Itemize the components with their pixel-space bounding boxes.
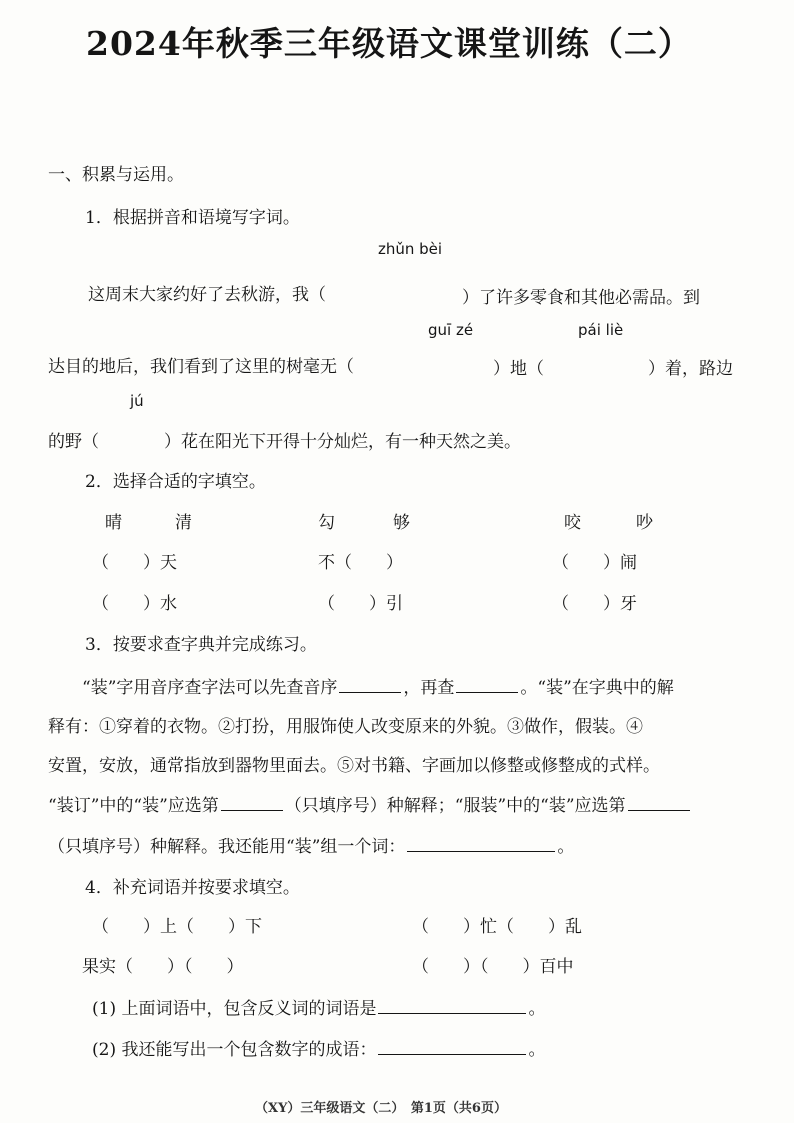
answer-blank[interactable] [456,676,518,693]
question-1-prompt: 1．根据拼音和语境写字词。 [85,208,300,228]
fill-blank-item[interactable]: （ ）水 [92,594,177,614]
pinyin-4: jú [130,392,144,410]
question-4-prompt: 4．补充词语并按要求填空。 [85,878,300,898]
answer-blank[interactable] [221,794,283,811]
pinyin-3: pái liè [578,321,624,339]
q1-line2: 达目的地后，我们看到了这里的树毫无（ [48,357,354,377]
q1-line3: 的野（ [48,432,99,452]
idiom-blank[interactable]: （ ）（ ）百中 [412,957,574,977]
answer-blank[interactable] [378,1038,526,1055]
page-footer: （XY）三年级语文（二） 第1页（共6页） [255,1101,507,1116]
q1-line1: 这周末大家约好了去秋游，我（ [88,285,326,305]
char-choice: 晴 [105,513,122,533]
fill-blank-item[interactable]: （ ）引 [318,594,403,614]
q1-line3-end: ）花在阳光下开得十分灿烂，有一种天然之美。 [164,432,521,452]
q3-line2: 释有：①穿着的衣物。②打扮，用服饰使人改变原来的外貌。③做作，假装。④ [48,717,643,737]
fill-blank-item[interactable]: （ ）牙 [552,594,637,614]
q1-line1-end: ）了许多零食和其他必需品。到 [462,288,700,308]
idiom-blank[interactable]: 果实（ ）（ ） [82,957,244,977]
q3-line4: “装订”中的“装”应选第 （只填序号）种解释；“服装”中的“装”应选第 [48,791,692,816]
char-choice: 够 [393,513,410,533]
idiom-blank[interactable]: （ ）上（ ）下 [92,917,262,937]
char-choice: 勾 [318,513,335,533]
answer-blank[interactable] [407,835,555,852]
pinyin-1: zhǔn bèi [378,240,443,258]
answer-blank[interactable] [628,794,690,811]
char-choice: 咬 [564,513,581,533]
q1-line2-end: ）着，路边 [648,359,733,379]
char-choice: 清 [175,513,192,533]
idiom-blank[interactable]: （ ）忙（ ）乱 [412,917,582,937]
q4-sub2: (2) 我还能写出一个包含数字的成语： 。 [92,1040,546,1060]
fill-blank-item[interactable]: （ ）天 [92,553,177,573]
answer-blank[interactable] [378,997,526,1014]
q3-line3: 安置，安放，通常指放到器物里面去。⑤对书籍、字画加以修整或修整成的式样。 [48,756,660,776]
pinyin-2: guī zé [428,321,474,339]
page-title: 2024年秋季三年级语文课堂训练（二） [86,24,692,63]
char-choice: 吵 [636,513,653,533]
q4-sub1: (1) 上面词语中，包含反义词的词语是 。 [92,999,546,1019]
q1-line2-mid: ）地（ [493,359,544,379]
section-heading: 一、积累与运用。 [48,165,184,185]
fill-blank-item[interactable]: 不（ ） [318,553,403,573]
fill-blank-item[interactable]: （ ）闹 [552,553,637,573]
q3-line5: （只填序号）种解释。我还能用“装”组一个词： 。 [48,837,575,857]
answer-blank[interactable] [339,676,401,693]
q3-line1: “装”字用音序查字法可以先查音序 ，再查 。“装”在字典中的解 [82,678,674,698]
question-2-prompt: 2．选择合适的字填空。 [85,472,266,492]
question-3-prompt: 3．按要求查字典并完成练习。 [85,635,317,655]
